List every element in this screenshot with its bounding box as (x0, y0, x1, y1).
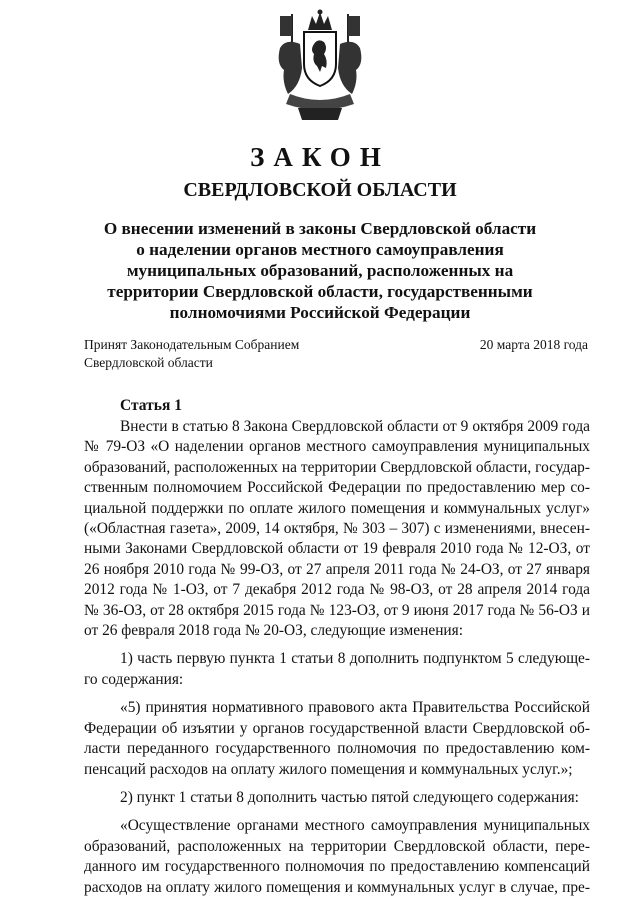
adoption-date: 20 марта 2018 года (479, 337, 588, 352)
paragraph (84, 417, 590, 641)
text-line: 2) пункт 1 статьи 8 дополнить частью пятой следующего содержания: (120, 788, 579, 806)
paragraph (84, 816, 590, 898)
text-line: Внести в статью 8 Закона Свердловской области от 9 октября 2009 года (120, 418, 590, 435)
adoption-line: Свердловской области (84, 355, 213, 370)
subject-line: О внесении изменений в законы Свердловской области (103, 219, 537, 238)
subject-line: о наделении органов местного самоуправления (136, 240, 504, 259)
adoption-note (84, 336, 304, 372)
text-line: 1) часть первую пункта 1 статьи 8 дополнить подпунктом 5 следующе- (120, 650, 590, 668)
paragraph (84, 649, 590, 690)
coat-of-arms-icon (272, 8, 368, 124)
region-title: СВЕРДЛОВСКОЙ ОБЛАСТИ (183, 179, 457, 201)
law-subject (100, 218, 540, 323)
coat-of-arms-emblem (272, 8, 368, 124)
text-line: ласти переданного государственного полномочия по предоставлению ком- (84, 740, 590, 758)
text-line: 2012 года № 1-ОЗ, от 7 декабря 2012 года № 98-ОЗ, от 28 апреля 2014 года (84, 581, 590, 599)
text-line: № 79-ОЗ «О наделении органов местного самоуправления муниципальных (84, 438, 590, 456)
adoption-line: Принят Законодательным Собранием (84, 337, 300, 352)
text-line: циальной поддержки по оплате жилого помещения и коммунальных услуг» (84, 499, 590, 517)
law-title: ЗАКОН (250, 142, 390, 172)
text-line: «Осуществление органами местного самоуправления муниципальных (120, 817, 590, 835)
article-body (84, 417, 590, 906)
paragraph (84, 788, 590, 808)
text-line: образований, расположенных на территории Свердловской области, государ- (84, 458, 590, 476)
text-line: от 26 февраля 2018 года № 20-ОЗ, следующие изменения: (84, 622, 464, 640)
subject-line: полномочиями Российской Федерации (169, 303, 471, 322)
text-line: пенсаций расходов на оплату жилого помещения и коммунальных услуг.»; (84, 760, 573, 778)
text-line: № 36-ОЗ, от 28 октября 2015 года № 123-ОЗ, от 9 июня 2017 года № 56-ОЗ и (84, 601, 590, 619)
paragraph (84, 698, 590, 780)
text-line: расходов на оплату жилого помещения и коммунальных услуг в случае, пре- (84, 878, 590, 896)
subject-line: территории Свердловской области, государственными (107, 282, 533, 301)
text-line: данного им государственного полномочия по предоставлению компенсаций (84, 858, 590, 876)
text-line: го содержания: (84, 670, 184, 688)
text-line: ственным полномочием Российской Федерации по предоставлению мер со- (84, 479, 590, 497)
text-line: «5) принятия нормативного правового акта Правительства Российской (120, 699, 590, 717)
text-line: Федерации об изъятии у органов государственной власти Свердловской об- (84, 719, 590, 737)
text-line: («Областная газета», 2009, 14 октября, № 303 – 307) с изменениями, внесен- (84, 520, 590, 538)
text-line: ными Законами Свердловской области от 19 февраля 2010 года № 12-ОЗ, от (84, 540, 590, 558)
text-line: образований, расположенных на территории Свердловской области, пере- (84, 837, 590, 855)
subject-line: муниципальных образований, расположенных на (126, 261, 514, 280)
article-heading: Статья 1 (120, 397, 182, 414)
text-line: 26 ноября 2010 года № 99-ОЗ, от 27 апреля 2011 года № 24-ОЗ, от 27 января (84, 560, 590, 578)
